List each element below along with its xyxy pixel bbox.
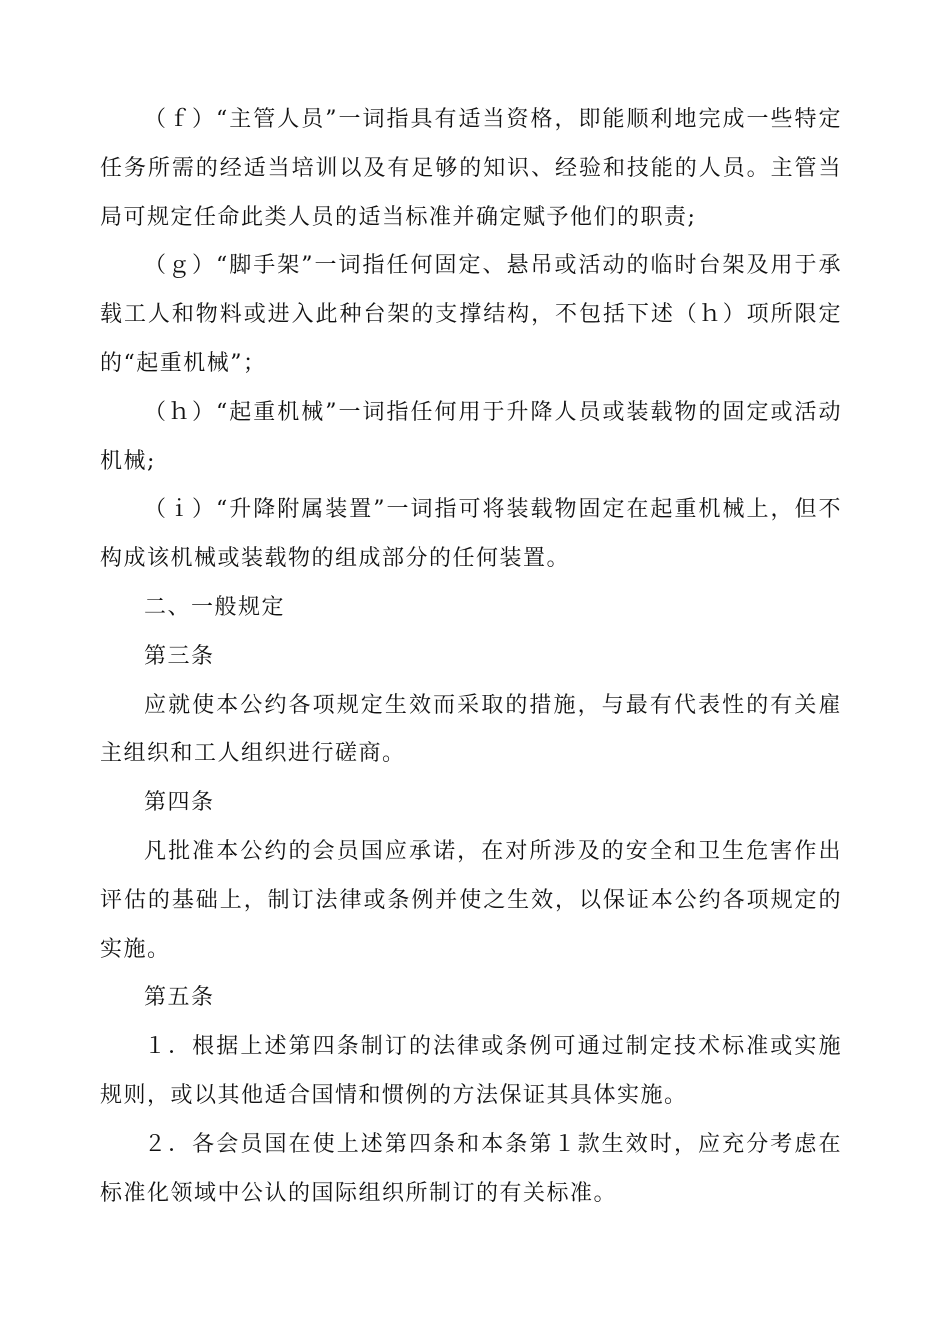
document-page [100,96,842,1218]
definition-f: （ｆ）“主管人员”一词指具有适当资格，即能顺利地完成一些特定任务所需的经适当培训以及有足够的知识、经验和技能的人员。主管当局可规定任命此类人员的适当标准并确定赋予他们的职责; [100,107,842,230]
section-general-provisions: 二、一般规定 [144,594,286,620]
definition-g: （ｇ）“脚手架”一词指任何固定、悬吊或活动的临时台架及用于承载工人和物料或进入此种台架的支撑结构，不包括下述（ｈ）项所限定的“起重机械”； [100,253,842,376]
article-3-body: 应就使本公约各项规定生效而采取的措施，与最有代表性的有关雇主组织和工人组织进行磋商。 [100,692,842,767]
article-5-title: 第五条 [144,985,215,1011]
definition-i: （ｉ）“升降附属装置”一词指可将装载物固定在起重机械上，但不构成该机械或装载物的组成部分的任何装置。 [100,497,842,572]
article-5-clause-1: １．根据上述第四条制订的法律或条例可通过制定技术标准或实施规则，或以其他适合国情和惯例的方法保证其具体实施。 [100,1034,842,1108]
article-5-clause-2: ２．各会员国在使上述第四条和本条第１款生效时，应充分考虑在标准化领域中公认的国际组织所制订的有关标准。 [100,1131,842,1206]
article-4-body: 凡批准本公约的会员国应承诺，在对所涉及的安全和卫生危害作出评估的基础上，制订法律或条例并使之生效，以保证本公约各项规定的实施。 [100,838,842,962]
article-3-title: 第三条 [144,643,215,669]
definition-h: （ｈ）“起重机械”一词指任何用于升降人员或装载物的固定或活动机械; [100,399,842,474]
article-4-title: 第四条 [144,790,215,816]
